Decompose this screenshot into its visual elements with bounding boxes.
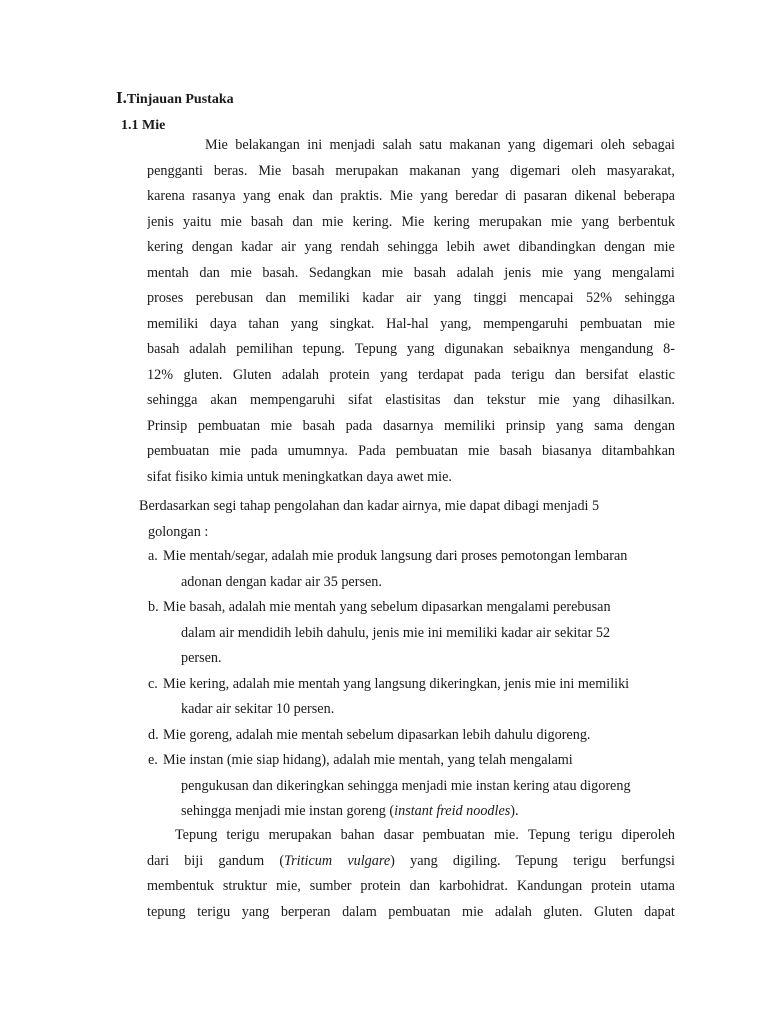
list-item-line: Mie goreng, adalah mie mentah sebelum dipasarkan lebih dahulu digoreng.	[163, 726, 591, 743]
intro-line: Berdasarkan segi tahap pengolahan dan kadar airnya, mie dapat dibagi menjadi 5	[139, 498, 600, 514]
paragraph-line: Tepung terigu merupakan bahan dasar pembuatan mie. Tepung terigu diperoleh	[175, 827, 675, 843]
list-item-line: Mie basah, adalah mie mentah yang sebelum dipasarkan mengalami perebusan	[163, 599, 611, 615]
paragraph-line: 12% gluten. Gluten adalah protein yang terdapat pada terigu dan bersifat elastic	[147, 366, 675, 383]
noodle-type-list	[148, 544, 688, 825]
section-number: I.	[116, 88, 127, 107]
list-marker: d.	[148, 726, 159, 743]
paragraph-line: sifat fisiko kimia untuk meningkatkan daya awet mie.	[147, 468, 452, 485]
paragraph-line: memiliki daya tahan yang singkat. Hal-hal yang, mempengaruhi pembuatan mie	[147, 315, 675, 332]
paragraph-line: pembuatan mie pada umumnya. Pada pembuatan mie basah biasanya ditambahkan	[147, 443, 675, 459]
list-item	[148, 595, 688, 672]
list-item	[148, 748, 688, 825]
paragraph-line: basah adalah pemilihan tepung. Tepung yang digunakan sebaiknya mengandung 8-	[147, 341, 675, 357]
list-item-line: adonan dengan kadar air 35 persen.	[181, 573, 382, 590]
section-title: Tinjauan Pustaka	[126, 92, 234, 107]
paragraph-line: kering dengan kadar air yang rendah sehingga lebih awet dibandingkan dengan mie	[147, 239, 675, 255]
section-heading	[116, 88, 234, 108]
list-item	[148, 672, 688, 723]
paragraph-line: proses perebusan dan memiliki kadar air yang tinggi mencapai 52% sehingga	[147, 290, 675, 306]
list-item-line	[163, 799, 688, 825]
paragraph-tepung-terigu	[147, 823, 675, 925]
text-run: ).	[510, 803, 519, 819]
list-marker: e.	[148, 752, 158, 768]
list-marker: c.	[148, 675, 158, 692]
list-item-line: persen.	[181, 650, 222, 666]
list-item-line: pengukusan dan dikeringkan sehingga menjadi mie instan kering atau digoreng	[181, 777, 631, 794]
list-item	[148, 544, 688, 595]
paragraph-line	[147, 849, 675, 875]
list-item-line: Mie mentah/segar, adalah mie produk langsung dari proses pemotongan lembaran	[163, 548, 628, 564]
list-item-line: Mie instan (mie siap hidang), adalah mie mentah, yang telah mengalami	[163, 752, 573, 768]
text-run: sehingga menjadi mie instan goreng (	[181, 803, 395, 819]
classification-intro	[139, 494, 599, 545]
list-marker: a.	[148, 548, 158, 564]
list-item-line: kadar air sekitar 10 persen.	[181, 701, 335, 717]
paragraph-line: pengganti beras. Mie basah merupakan makanan yang digemari oleh masyarakat,	[147, 162, 675, 179]
paragraph-line: Prinsip pembuatan mie basah pada dasarnya memiliki prinsip yang sama dengan	[147, 417, 675, 434]
list-marker: b.	[148, 599, 159, 615]
paragraph-line: sehingga akan mempengaruhi sifat elastisitas dan tekstur mie yang dihasilkan.	[147, 392, 675, 408]
paragraph-line: membentuk struktur mie, sumber protein dan karbohidrat. Kandungan protein utama	[147, 878, 675, 894]
text-run: dari biji gandum (	[147, 852, 285, 869]
paragraph-line: jenis yaitu mie basah dan mie kering. Mie kering merupakan mie yang berbentuk	[147, 213, 675, 230]
list-item	[148, 723, 688, 749]
italic-term: instant freid noodles	[394, 803, 511, 819]
subsection-heading: 1.1 Mie	[121, 118, 166, 133]
text-run: ) yang digiling. Tepung terigu berfungsi	[390, 852, 675, 869]
paragraph-line: karena rasanya yang enak dan praktis. Mie yang beredar di pasaran dikenal beberapa	[147, 188, 675, 204]
paragraph-intro-mie	[147, 133, 675, 490]
paragraph-line: tepung terigu yang berperan dalam pembuatan mie adalah gluten. Gluten dapat	[147, 903, 675, 920]
italic-term: Triticum vulgare	[284, 852, 391, 869]
paragraph-line: Mie belakangan ini menjadi salah satu makanan yang digemari oleh sebagai	[205, 137, 675, 153]
paragraph-line: mentah dan mie basah. Sedangkan mie basah adalah jenis mie yang mengalami	[147, 264, 675, 281]
list-item-line: Mie kering, adalah mie mentah yang langsung dikeringkan, jenis mie ini memiliki	[163, 675, 630, 692]
intro-line: golongan :	[148, 523, 209, 540]
list-item-line: dalam air mendidih lebih dahulu, jenis mie ini memiliki kadar air sekitar 52	[181, 624, 611, 641]
